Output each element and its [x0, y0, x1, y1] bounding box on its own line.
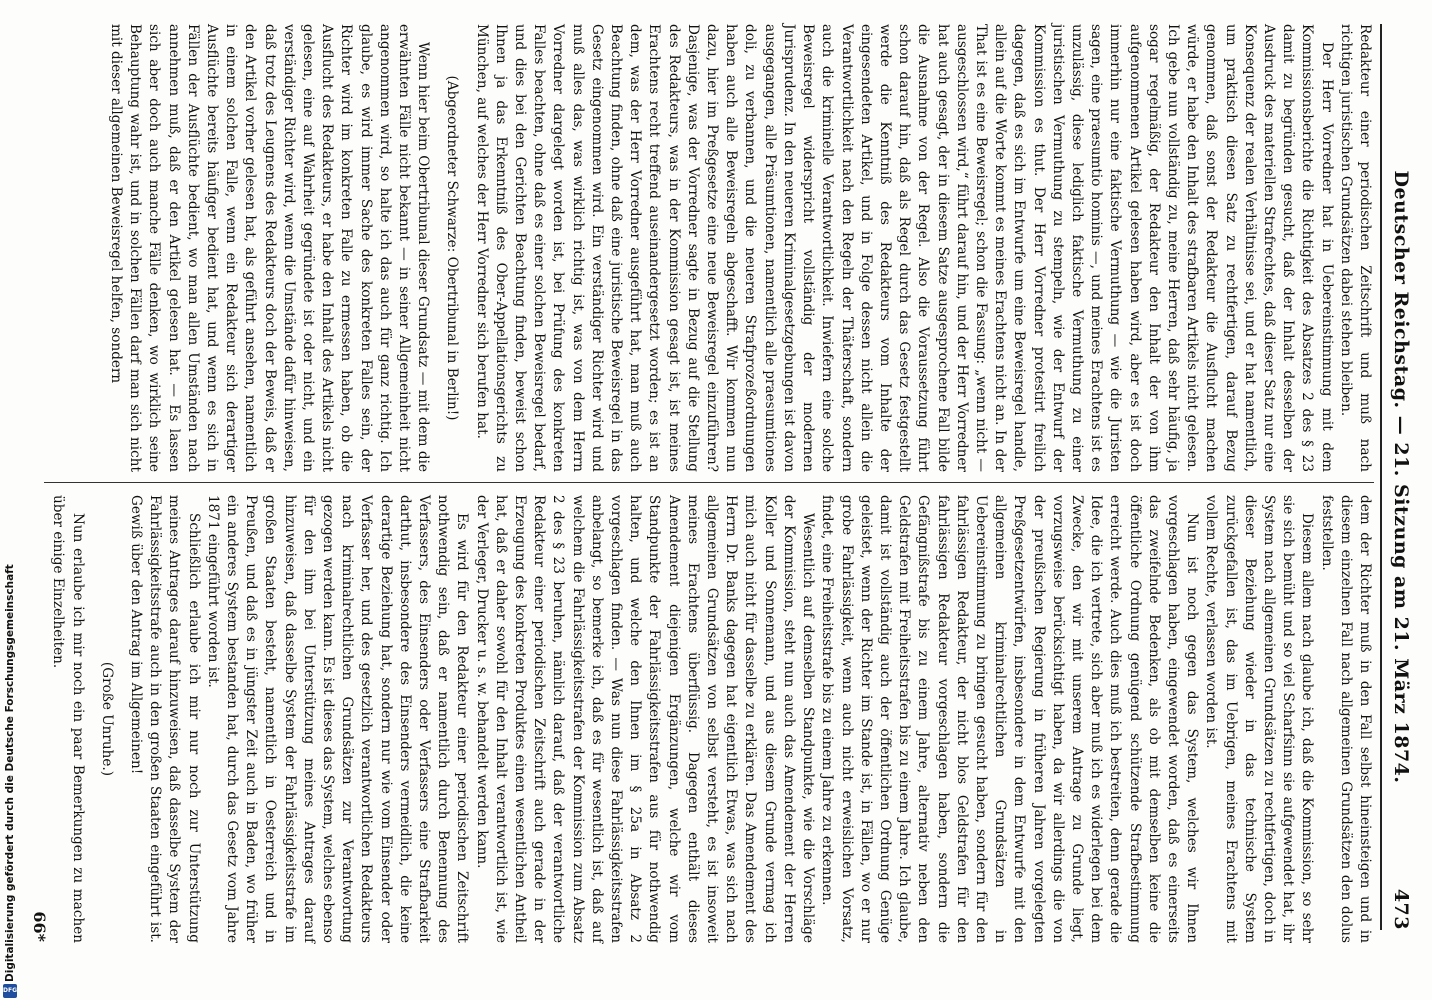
paragraph: Diesem allem nach glaube ich, daß die Kommission, so sehr sie sich bemüht und so viel Scharfsinn sie aufgewendet hat, ihr System nach allgemeinen Grundsätzen zu rechtfertigen, doch in dieser Beziehung wieder in das technische System zurückgefallen ist, das im Uebrigen, meines Erachtens mit vollem Rechte, verlassen worden ist.: [1203, 495, 1316, 943]
running-title: Deutscher Reichstag. — 21. Sitzung am 21. März 1874.: [1390, 170, 1412, 784]
page-number: 473: [1390, 888, 1412, 930]
page-header: [1380, 24, 1414, 930]
paragraph: Wenn hier beim Obertribunal dieser Grundsatz — mit dem die erwähnten Fälle nicht bekannt — in seiner Allgemeinheit nicht angenommen wird, so halte ich das auch für ganz richtig. Ich glaube, es wird immer Sache des konkreten Falles sein, der Richter wird im konkreten Falle zu ermessen haben, ob die Ausflucht des Redakteurs, er habe den Inhalt des Artikels nicht gelesen, eine auf Wahrheit gegründete ist oder nicht, und ein verständiger Richter wird, wenn die Umstände dafür hinweisen, daß trotz des Leugnens des Redakteurs doch der Beweis, daß er den Artikel vorher gelesen hat, als geführt ansehen, namentlich in einem solchen Falle, wenn ein Redakteur sich derartiger Ausflüchte bereits häufiger bedient hat, und wenn es sich in Fällen der Ausflüchte bedient, wo man allen Umständen nach annehmen muß, daß er den Artikel gelesen hat. — Es lassen sich aber doch auch manche Fälle denken, wo wirklich seine Behauptung wahr ist, und in solchen Fällen darf man sich nicht mit dieser allgemeinen Beweisregel helfen, sondern: [108, 24, 432, 472]
paragraph-spacer: [87, 495, 95, 943]
left-text-column: [14, 24, 1374, 472]
paragraph-spacer: [118, 495, 126, 943]
paragraph: Redakteur einer periodischen Zeitschrift und muß nach richtigen juristischen Grundsätzen dabei stehen bleiben.: [1337, 24, 1373, 472]
paragraph-spacer: [432, 24, 440, 472]
paragraph: Es wird für den Redakteur einer periodischen Zeitschrift nothwendig sein, daß er namentlich durch Benennung des Verfassers, des Einsenders oder Verfassers eine Strafbarkeit darthut, insbesondere des Einsenders vermeidlich, die keine derartige Beziehung hat, sondern nur wie vom Einsender oder Verfasser her, und des gesetzlich verantwortlichen Redakteurs nach kriminalrechtlichen Grundsätzen zur Verantwortung gezogen werden kann. Es ist dieses das System, welches ebenso für den ihm bei Unterstützung meines Antrages darauf hinzuweisen, daß dasselbe System der Fahrlässigkeitsstrafe im großen Staaten besteht, namentlich in Oesterreich und in Preußen, und daß es in jüngster Zeit auch in Baden, wo früher ein anderes System bestanden hat, durch das Gesetz vom Jahre 1871 eingeführt worden ist.: [204, 495, 471, 943]
digitization-credit: [2, 564, 18, 1000]
paragraph: Schließlich erlaube ich mir nur noch zur Unterstützung meines Antrages darauf hinzuweisen, daß dasselbe System der Fahrlässigkeitsstrafe auch in den großen Staaten eingeführt ist. Gewiß über den Antrag im Allgemeinen!: [128, 495, 202, 943]
paragraph: Nun ist noch gegen das System, welches wir Ihnen vorgeschlagen haben, eingewendet worden, daß es einerseits das zweifelnde Bedenken, als ob mit demselben keine die öffentliche Ordnung genügend schützende Strafbestimmung erreicht werde. Auch dies muß ich bestreiten, denn gerade die Idee, die ich vertrete, sich aber muß ich es widerlegen bei dem Zwecke, den wir mit unserem Antrage zu Grunde liegt, vorzugsweise berücksichtigt haben, da wir allerdings die von der preußischen Regierung in früheren Jahren vorgelegten Preßgesetzentwürfen, insbesondere in dem Entwurfe mit den allgemeinen kriminalrechtlichen Grundsätzen in Uebereinstimmung zu bringen gesucht haben, sondern für den fahrlässigen Redakteur, der nicht blos Geldstrafen für den fahrlässigen Redakteur vorgeschlagen haben, sondern die Gefängnißstrafe bis zu einem Jahre, alternativ neben den Geldstrafen mit Freiheitsstrafen bis zu einem Jahre. Ich glaube, damit ist vollständig auch der öffentlichen Ordnung Genüge geleistet, wenn der Richter im Stande ist, in Fällen, wo er nur grobe Fahrlässigkeit, wenn auch nicht erweislichen Vorsatz, findet, eine Freiheitsstrafe bis zu einem Jahre zu erkennen.: [819, 495, 1201, 943]
column-divider: [44, 482, 1374, 483]
paragraph: Der Herr Vorredner hat in Uebereinstimmung mit dem Kommissionsberichte die Richtigkeit des Absatzes 2 des § 23 damit zu begründen gesucht, daß der Inhalt desselben der Ausdruck des materiellen Strafrechtes, daß dieser Satz nur eine Konsequenz der realen Verhältnisse sei, und er hat namentlich, um praktisch diesen Satz zu rechtfertigen, darauf Bezug genommen, daß sonst der Redakteur die Ausflucht machen würde, er habe den Inhalt des strafbaren Artikels nicht gelesen. Ich gebe nun vollständig zu, meine Herren, daß sehr häufig, ja sogar regelmäßig, der Redakteur den Inhalt der von ihm aufgenommenen Artikel gelesen haben wird, aber es ist doch immerhin nur eine faktische Vermuthung — wie die Juristen sagen, eine praesumtio hominis —, und meines Erachtens ist es unzulässig, diese lediglich faktische Vermuthung zu einer juristischen Vermuthung zu stempeln, wie der Entwurf der Kommission es thut. Der Herr Vorredner protestirt freilich dagegen, daß es sich im Entwurfe um eine Beweisregel handle, allein auf die Worte kommt es meines Erachtens nicht an. In der That ist es eine Beweisregel; schon die Fassung: „wenn nicht — ausgeschlossen wird,“ führt darauf hin, und der Herr Vorredner hat auch gesagt, der in diesem Satze ausgesprochene Fall bilde die Ausnahme von der Regel. Also die Voraussetzung führt schon darauf hin, daß als Regel durch das Gesetz festgestellt werde die Kenntniß des Redakteurs vom Inhalte der eingesendeten Artikel, und in Folge dessen nicht allein die Verantwortlichkeit nach den Regeln der Thäterschaft, sondern auch die kriminelle Verantwortlichkeit. Inwiefern eine solche Beweisregel widerspricht vollständig der modernen Jurisprudenz. In den neueren Kriminalgesetzgebungen ist davon ausgegangen, alle Präsumtionen, namentlich alle praesumtiones doli, zu verbannen, und die neueren Strafprozeßordnungen haben auch alle Beweisregeln abgeschafft. Wir kommen nun dazu, hier im Preßgesetze eine neue Beweisregel einzuführen? Dasjenige, was der Vorredner sagte in Bezug auf die Stellung des Redakteurs, was in der Kommission gesagt ist, ist meines Erachtens recht treffend auseinandergesetzt worden; es ist an dem, was der Herr Vorredner ausgeführt hat, man muß auch Beachtung finden, ohne daß eine juristische Beweisregel in das Gesetz eingenommen wird. Ein verständiger Richter wird und muß alles das, was wirklich richtig ist, was von dem Herrn Vorredner dargelegt worden ist, bei Prüfung des konkreten Falles beachten, ohne daß es einer solchen Beweisregel bedarf, und dies bei den Gerichten Beachtung finden, beweist schon Ihnen ja das Erkenntniß des Ober-Appellationsgerichts zu München, auf welches der Herr Vorredner sich berufen hat.: [473, 24, 1335, 472]
interjection: (Abgeordneter Schwarze: Obertribunal in Berlin!): [444, 75, 461, 421]
signature-mark: 66*: [30, 911, 49, 942]
paragraph-spacer: [463, 24, 471, 472]
paragraph: Nun erlaube ich mir noch ein paar Bemerkungen zu machen über einige Einzelheiten.: [50, 495, 86, 943]
interjection: (Große Unruhe.): [98, 661, 115, 777]
paragraph: Wesentlich auf demselben Standpunkte, wie die Vorschläge der Kommission, steht nun auch das Amendement der Herren Koller und Sonnemann, und aus diesem Grunde vermag ich mich auch nicht für dasselbe zu erklären. Das Amendement des Herrn Dr. Banks dagegen hat eigentlich Etwas, was sich nach allgemeinen Grundsätzen von selbst versteht, es ist insoweit meines Erachtens überflüssig. Dagegen enthält dieses Amendement diejenigen Ergänzungen, welche wir vom Standpunkte der Fahrlässigkeitsstrafen aus für nothwendig halten, und welche den Ihnen im § 25a in Absatz 2 vorgeschlagen finden. — Was nun diese Fahrlässigkeitsstrafen anbelangt, so bemerke ich, daß es für wesentlich ist, daß auf welchem die Fahrlässigkeitsstrafen der Kommission zum Absatz 2 des § 23 beruhen, nämlich darauf, daß der verantwortliche Redakteur einer periodischen Zeitschrift auch gerade in der Erzeugung des konkreten Produktes einen wesentlichen Antheil hat, daß er daher sowohl für den Inhalt verantwortlich ist, wie der Verleger, Drucker u. s. w. behandelt werden kann.: [473, 495, 817, 943]
dfg-logo-icon: DFG: [3, 984, 17, 998]
right-text-column: [50, 495, 1374, 943]
paragraph: dem der Richter muß in den Fall selbst hineinsteigen und in diesem einzelnen Fall nach allgemeinen Grundsätzen den dolus feststellen.: [1318, 495, 1373, 943]
credit-text: Digitalisierung gefördert durch die Deutsche Forschungsgemeinschaft: [4, 564, 16, 982]
